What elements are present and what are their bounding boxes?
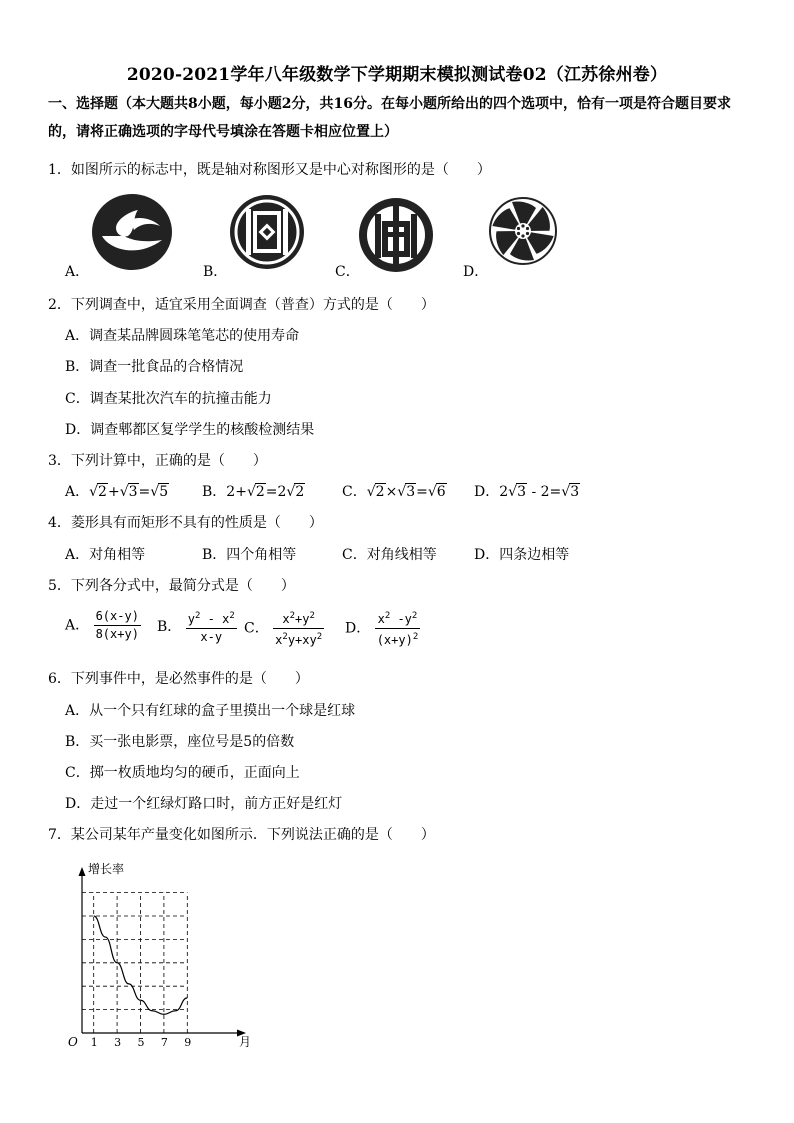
q6-option-b: B．买一张电影票，座位号是5的倍数 — [65, 734, 295, 750]
q4-option-b: B．四个角相等 — [202, 547, 297, 563]
question-2: 2．下列调查中，适宜采用全面调查（普查）方式的是（ ） — [48, 297, 435, 313]
q5-option-c-label: C． — [244, 620, 269, 637]
logo-c-icon — [357, 196, 435, 274]
q6-option-d: D．走过一个红绿灯路口时，前方正好是红灯 — [65, 796, 343, 812]
x-tick-label: 3 — [114, 1036, 122, 1049]
q5-b-fraction — [186, 608, 237, 646]
x-tick-labels — [91, 1036, 192, 1049]
q3-a-radicand-2: 3 — [128, 484, 138, 500]
logo-d-icon — [488, 196, 558, 266]
q5-option-a — [65, 608, 141, 643]
q3-option-c: C．√2×√3=√6 — [342, 484, 446, 500]
q5-b-numerator — [186, 608, 237, 629]
q5-d-exp-2: 2 — [411, 611, 418, 621]
origin-label: O — [68, 1035, 78, 1049]
x-tick-label: 7 — [160, 1036, 168, 1049]
q5-d-numerator — [375, 608, 421, 629]
q3-option-c-label: C． — [342, 484, 367, 500]
y-axis-label: 增长率 — [88, 862, 125, 876]
q5-d-num-b: -y — [390, 612, 412, 626]
logo-a-icon — [90, 192, 174, 272]
question-4: 4．菱形具有而矩形不具有的性质是（ ） — [48, 515, 323, 531]
q5-c-fraction — [273, 608, 324, 649]
q3-option-a-label: A． — [65, 484, 90, 500]
q3-option-d-label: D． — [474, 484, 500, 500]
q4-option-a: A．对角相等 — [65, 547, 146, 563]
q3-c-radicand-1: 2 — [375, 484, 385, 500]
q2-option-c: C．调查某批次汽车的抗撞击能力 — [65, 391, 272, 407]
growth-rate-line — [94, 916, 188, 1014]
q3-a-radicand-3: 5 — [159, 484, 169, 500]
q2-option-a: A．调查某品牌圆珠笔笔芯的使用寿命 — [65, 328, 300, 344]
q4-option-c: C．对角线相等 — [342, 547, 437, 563]
q2-option-b: B．调查一批食品的合格情况 — [65, 359, 244, 375]
q3-b-radicand-2: 2 — [295, 484, 305, 500]
q5-d-num-a: x — [377, 612, 385, 626]
x-tick-label: 1 — [90, 1036, 98, 1049]
q3-c-radicand-2: 3 — [406, 484, 416, 500]
x-axis-label: 月 — [239, 1035, 252, 1049]
logo-b-icon — [228, 193, 306, 271]
q5-b-denominator: x-y — [200, 630, 223, 644]
q3-option-b-label: B． — [202, 484, 227, 500]
q6-option-a: A．从一个只有红球的盒子里摸出一个球是红球 — [65, 703, 356, 719]
q5-c-num-b: +y — [295, 612, 310, 626]
x-tick-label: 9 — [184, 1036, 192, 1049]
q5-c-numerator — [273, 608, 324, 629]
q3-a-radicand-1: 2 — [98, 484, 107, 500]
q3-c-radicand-3: 6 — [436, 484, 446, 500]
q5-option-d — [345, 608, 420, 649]
q5-c-exp-3: 2 — [282, 632, 288, 642]
q5-option-a-label: A． — [65, 617, 90, 634]
q5-d-exp-3: 2 — [412, 632, 419, 642]
q3-b-eq: =2 — [265, 484, 287, 500]
q5-a-fraction — [94, 608, 141, 643]
q3-a-plus: + — [107, 484, 120, 500]
section-heading — [48, 90, 758, 146]
q5-c-exp-1: 2 — [289, 611, 296, 621]
y-axis-arrow-icon — [79, 867, 86, 876]
q3-d-lead: 2 — [499, 484, 509, 500]
q3-d-minus: - 2= — [527, 484, 562, 500]
q3-d-radicand-2: 3 — [570, 484, 580, 500]
q3-b-lead: 2+ — [226, 484, 247, 500]
q3-c-times: × — [385, 484, 398, 500]
question-5: 5．下列各分式中，最简分式是（ ） — [48, 578, 295, 594]
q5-d-den: (x+y) — [376, 633, 413, 647]
q3-option-d: D．2√3 - 2=√3 — [474, 484, 580, 500]
q5-option-c — [244, 608, 324, 649]
q3-c-eq: = — [416, 484, 428, 500]
q5-d-fraction — [375, 608, 421, 649]
q5-option-d-label: D． — [345, 620, 371, 637]
x-tick-label: 5 — [137, 1036, 145, 1049]
q5-b-num-a: y — [187, 612, 195, 626]
q5-c-num-a: x — [282, 612, 290, 626]
q5-a-numerator: 6(x-y) — [94, 608, 141, 626]
q5-b-exp-2: 2 — [229, 611, 235, 621]
section-heading-line1: 一、选择题（本大题共8小题，每小题2分，共16分。在每小题所给出的四个选项中，恰有一项是符合题目要求 — [48, 96, 731, 112]
page-title: 2020-2021学年八年级数学下学期期末模拟测试卷02（江苏徐州卷） — [126, 65, 668, 85]
q5-b-num-b: - x — [200, 612, 230, 626]
growth-rate-chart — [60, 855, 260, 1055]
q5-c-exp-2: 2 — [309, 611, 315, 621]
q2-option-d: D．调查郫都区复学学生的核酸检测结果 — [65, 422, 315, 438]
q5-d-denominator — [375, 629, 421, 649]
question-7: 7．某公司某年产量变化如图所示．下列说法正确的是（ ） — [48, 827, 435, 843]
q5-option-b — [157, 608, 237, 646]
q4-option-d: D．四条边相等 — [474, 547, 570, 563]
q3-option-a: A．√2+√3=√5 — [65, 484, 169, 500]
q5-c-exp-4: 2 — [316, 632, 323, 642]
q5-c-den-a: x — [275, 633, 283, 647]
q5-option-b-label: B． — [157, 619, 182, 635]
q1-option-d-label: D． — [463, 264, 489, 280]
q1-option-a-label: A． — [65, 264, 90, 280]
q5-a-denominator: 8(x+y) — [95, 627, 139, 641]
q5-c-denominator — [273, 629, 324, 649]
q6-option-c: C．掷一枚质地均匀的硬币，正面向上 — [65, 765, 300, 781]
question-3: 3．下列计算中，正确的是（ ） — [48, 453, 267, 469]
q3-b-radicand-1: 2 — [255, 484, 265, 500]
q1-option-c-label: C． — [335, 264, 360, 280]
q3-a-eq: = — [138, 484, 151, 500]
q3-d-radicand-1: 3 — [517, 484, 526, 500]
section-heading-line2: 的，请将正确选项的字母代号填涂在答题卡相应位置上） — [48, 124, 398, 140]
q5-b-exp-1: 2 — [194, 611, 201, 621]
q5-c-den-b: y+xy — [287, 633, 317, 647]
question-6: 6．下列事件中，是必然事件的是（ ） — [48, 671, 309, 687]
q3-option-b: B．2+√2=2√2 — [202, 484, 305, 500]
question-1: 1．如图所示的标志中，既是轴对称图形又是中心对称图形的是（ ） — [48, 162, 491, 178]
q5-d-exp-1: 2 — [384, 611, 391, 621]
q1-option-b-label: B． — [203, 264, 228, 280]
